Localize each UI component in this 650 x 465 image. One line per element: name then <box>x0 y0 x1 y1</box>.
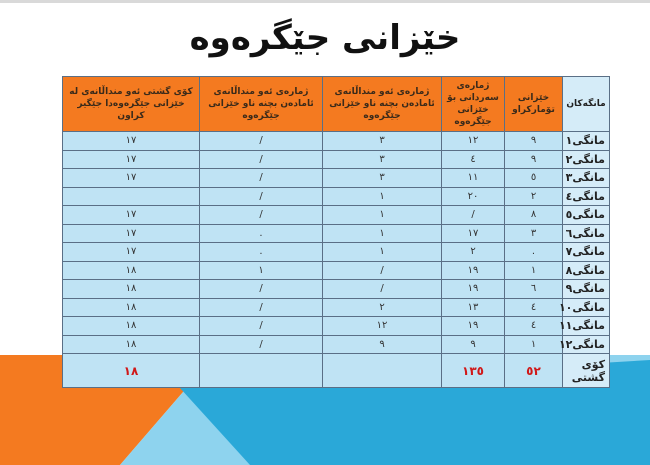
value-cell: ١ <box>323 243 442 262</box>
value-cell: ١٢ <box>323 317 442 336</box>
table-row <box>63 132 610 151</box>
value-cell: / <box>200 169 323 188</box>
value-cell: / <box>200 298 323 317</box>
value-cell: ١ <box>323 206 442 225</box>
value-cell <box>63 187 200 206</box>
table-row <box>63 317 610 336</box>
month-cell: مانگی١٢ <box>563 335 610 354</box>
value-cell: / <box>200 317 323 336</box>
month-cell: مانگی٤ <box>563 187 610 206</box>
value-cell: ١١ <box>442 169 505 188</box>
header-row <box>63 77 610 132</box>
table-row <box>63 206 610 225</box>
month-cell: مانگی٣ <box>563 169 610 188</box>
table-row <box>63 298 610 317</box>
month-cell: مانگی١ <box>563 132 610 151</box>
value-cell: / <box>323 261 442 280</box>
month-cell: مانگی٩ <box>563 280 610 299</box>
total-value-cell <box>323 354 442 388</box>
value-cell: / <box>200 150 323 169</box>
value-cell: ١٧ <box>63 206 200 225</box>
value-cell: ١٨ <box>63 335 200 354</box>
value-cell: ١٢ <box>442 132 505 151</box>
month-cell: مانگی١١ <box>563 317 610 336</box>
value-cell: ١٧ <box>63 150 200 169</box>
value-cell: ٣ <box>323 150 442 169</box>
value-cell: ١٨ <box>63 317 200 336</box>
value-cell: ١٧ <box>63 132 200 151</box>
value-cell: . <box>505 243 563 262</box>
value-cell: ١ <box>200 261 323 280</box>
value-cell: ١٩ <box>442 261 505 280</box>
value-cell: ١ <box>323 224 442 243</box>
value-cell: ١٣ <box>442 298 505 317</box>
value-cell: ١ <box>505 335 563 354</box>
month-cell: مانگی٨ <box>563 261 610 280</box>
value-cell: ١٩ <box>442 317 505 336</box>
value-cell: / <box>442 206 505 225</box>
value-cell: ١٨ <box>63 261 200 280</box>
header-total-placed: کۆی گشتی ئەو منداڵانەی لە خێزانی جێگرەوەدا جێگیر کراون <box>63 77 200 132</box>
header-months: مانگەکان <box>563 77 610 132</box>
page-title: خێزانی جێگرەوە <box>189 18 461 58</box>
table-row <box>63 169 610 188</box>
value-cell: ١٧ <box>63 243 200 262</box>
value-cell: / <box>200 280 323 299</box>
value-cell: ٨ <box>505 206 563 225</box>
table-row <box>63 243 610 262</box>
total-row <box>63 354 610 388</box>
value-cell: / <box>323 280 442 299</box>
table-row <box>63 335 610 354</box>
month-cell: مانگی٢ <box>563 150 610 169</box>
table-row <box>63 280 610 299</box>
month-cell: مانگی٧ <box>563 243 610 262</box>
value-cell: ١٧ <box>442 224 505 243</box>
value-cell: ٢ <box>323 298 442 317</box>
table-row <box>63 150 610 169</box>
value-cell: ٤ <box>505 298 563 317</box>
value-cell: ٥ <box>505 169 563 188</box>
value-cell: ٢٠ <box>442 187 505 206</box>
total-value-cell: ١٣٥ <box>442 354 505 388</box>
month-cell: مانگی٥ <box>563 206 610 225</box>
value-cell: ٩ <box>505 132 563 151</box>
value-cell: ١٨ <box>63 280 200 299</box>
value-cell: ١٩ <box>442 280 505 299</box>
table-row <box>63 224 610 243</box>
value-cell: ٣ <box>323 132 442 151</box>
month-cell: مانگی١٠ <box>563 298 610 317</box>
total-value-cell: ١٨ <box>63 354 200 388</box>
value-cell: ٩ <box>442 335 505 354</box>
value-cell: / <box>200 335 323 354</box>
table-row <box>63 187 610 206</box>
value-cell: / <box>200 132 323 151</box>
value-cell: ٤ <box>505 317 563 336</box>
value-cell: ١٨ <box>63 298 200 317</box>
value-cell: ٩ <box>323 335 442 354</box>
total-value-cell <box>200 354 323 388</box>
total-value-cell: ٥٢ <box>505 354 563 388</box>
table-row <box>63 261 610 280</box>
value-cell: . <box>200 224 323 243</box>
header-registered-families: خێزانی تۆمارکراو <box>505 77 563 132</box>
value-cell: ٦ <box>505 280 563 299</box>
value-cell: ١٧ <box>63 169 200 188</box>
value-cell: ٢ <box>442 243 505 262</box>
value-cell: . <box>200 243 323 262</box>
header-children-ready-a: ژمارەی ئەو منداڵانەی ئامادەن بچنە ناو خێزانی جێگرەوە <box>323 77 442 132</box>
header-visits: ژمارەی سەردانی بۆ خێزانی جێگرەوە <box>442 77 505 132</box>
total-label: کۆی گشتی <box>563 354 610 388</box>
value-cell: ١ <box>505 261 563 280</box>
header-children-ready-b: ژمارەی ئەو منداڵانەی ئامادەن بچنە ناو خێزانی جێگرەوە <box>200 77 323 132</box>
value-cell: ٣ <box>505 224 563 243</box>
foster-family-table <box>62 76 610 388</box>
value-cell: ٢ <box>505 187 563 206</box>
value-cell: / <box>200 206 323 225</box>
value-cell: / <box>200 187 323 206</box>
month-cell: مانگی٦ <box>563 224 610 243</box>
value-cell: ٣ <box>323 169 442 188</box>
value-cell: ١٧ <box>63 224 200 243</box>
value-cell: ٩ <box>505 150 563 169</box>
value-cell: ٤ <box>442 150 505 169</box>
value-cell: ١ <box>323 187 442 206</box>
